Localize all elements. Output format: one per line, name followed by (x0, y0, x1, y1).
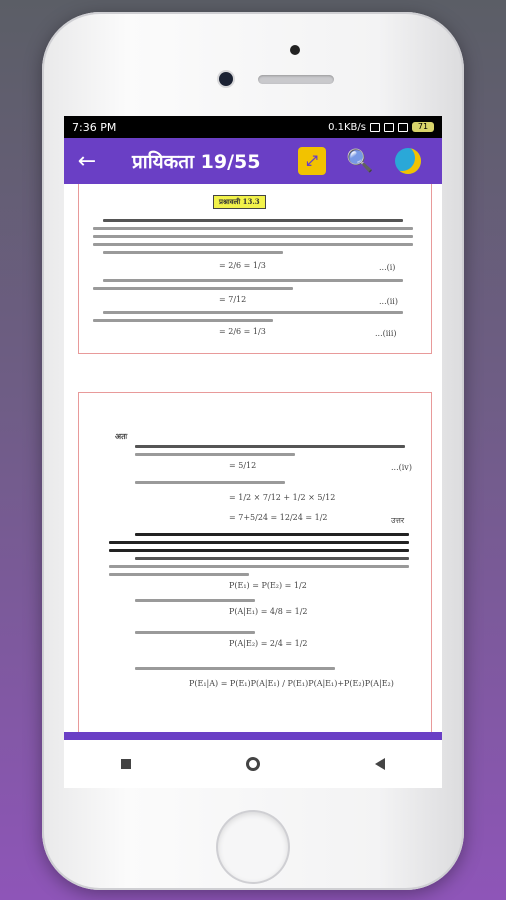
equation: P(E₁|A) = P(E₁)P(A|E₁) / P(E₁)P(A|E₁)+P(E₂)P(A|E₂) (189, 679, 394, 688)
equation-ref: ...(iii) (375, 329, 397, 338)
alarm-icon (370, 123, 380, 132)
phone-screen (64, 116, 442, 788)
recent-apps-icon[interactable] (121, 759, 131, 769)
equation-ref: ...(i) (379, 263, 396, 272)
night-mode-icon (395, 148, 421, 174)
equation: = 2/6 = 1/3 (219, 261, 266, 270)
status-icons (328, 122, 434, 133)
status-time: 7:36 PM (72, 120, 117, 134)
sim-icon (384, 123, 394, 132)
label-ataha: अतः (115, 431, 128, 441)
network-speed: 0.1KB/s (328, 121, 366, 133)
front-camera (219, 72, 233, 86)
equation: = 1/2 × 7/12 + 1/2 × 5/12 (229, 493, 336, 502)
document-viewer[interactable] (64, 184, 442, 732)
equation-ref: ...(iv) (391, 463, 412, 472)
front-sensor (290, 45, 300, 55)
zoom-search-icon[interactable]: 🔍 (346, 148, 374, 174)
equation: = 2/6 = 1/3 (219, 327, 266, 336)
equation: = 5/12 (229, 461, 257, 470)
equation: = 7+5/24 = 12/24 = 1/2 (229, 513, 328, 522)
signal-icon (398, 123, 408, 132)
equation: P(A|E₂) = 2/4 = 1/2 (229, 639, 308, 648)
document-page-1 (78, 184, 432, 354)
app-bar (64, 138, 442, 184)
expand-icon[interactable]: ⤢ (298, 147, 326, 175)
page-title: प्रायिकता 19/55 (132, 151, 261, 173)
status-bar (64, 116, 442, 138)
document-page-2 (78, 392, 432, 732)
equation: P(E₁) = P(E₂) = 1/2 (229, 581, 307, 590)
system-nav-bar (64, 732, 442, 788)
answer-label: उत्तर (391, 516, 405, 525)
home-icon[interactable] (246, 757, 260, 771)
night-mode-button[interactable] (394, 147, 422, 175)
arrow-left-icon[interactable]: ← (77, 148, 97, 174)
equation: = 7/12 (219, 295, 247, 304)
equation: P(A|E₁) = 4/8 = 1/2 (229, 607, 308, 616)
battery-icon: 71 (412, 122, 434, 132)
equation-ref: ...(ii) (379, 297, 398, 306)
home-button[interactable] (218, 812, 288, 882)
back-icon[interactable] (375, 758, 385, 770)
earpiece-speaker (258, 75, 334, 84)
exercise-heading: प्रश्नावली 13.3 (213, 195, 266, 209)
